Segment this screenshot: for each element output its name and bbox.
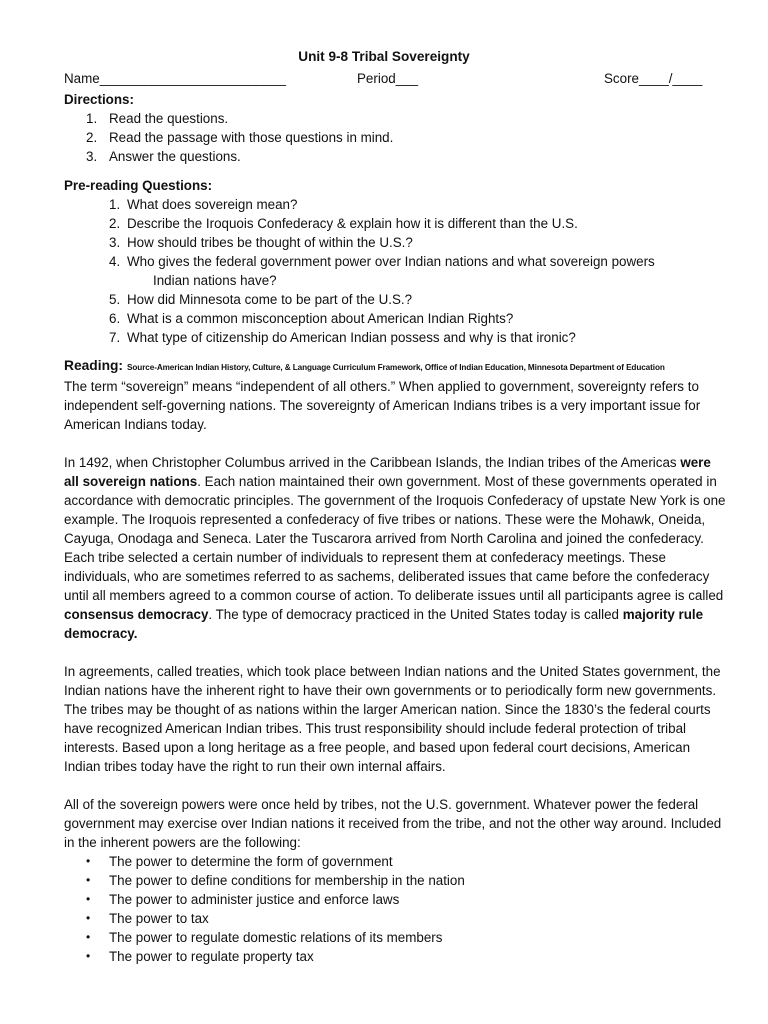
paragraph-gap (64, 434, 729, 453)
prereading-label: Pre-reading Questions: (64, 178, 213, 193)
item-text: What does sovereign mean? (127, 197, 298, 212)
item-text-continued: Indian nations have? (153, 273, 277, 288)
paragraph-1: The term “sovereign” means “independent of all others.” When applied to government, sovereignty refers to independent self-governing nations. The sovereignty of American Indians tribes is a very important issue for American Indians today. (64, 379, 701, 432)
list-item (64, 852, 729, 871)
item-text: Read the passage with those questions in mind. (109, 130, 394, 145)
list-item (64, 947, 729, 966)
list-item (64, 214, 729, 233)
list-item (64, 890, 729, 909)
paragraph-4: All of the sovereign powers were once held by tribes, not the U.S. government. Whatever power the federal government may exercise over Indian nations it received from the tribe, and not the other way around. Included in the inherent powers are the following: (64, 797, 722, 850)
paragraph-2 (64, 453, 729, 643)
item-text: The power to tax (109, 911, 209, 926)
list-item (64, 252, 729, 290)
item-text: The power to regulate property tax (109, 949, 314, 964)
item-number: 4. (109, 254, 121, 269)
item-text: The power to determine the form of government (109, 854, 393, 869)
bullet-icon: • (86, 911, 91, 925)
reading-source: Source-American Indian History, Culture, & Language Curriculum Framework, Office of Indian Education, Minnesota Department of Education (127, 363, 665, 372)
list-item (64, 928, 729, 947)
item-number: 1. (86, 111, 98, 126)
student-info-row (64, 69, 714, 88)
paragraph-gap (64, 776, 729, 795)
paragraph-gap (64, 643, 729, 662)
item-number: 3. (86, 149, 98, 164)
list-item (64, 109, 729, 128)
item-text: Read the questions. (109, 111, 229, 126)
name-field: Name_________________________ (64, 71, 286, 86)
item-number: 2. (86, 130, 98, 145)
prereading-list (64, 195, 729, 347)
directions-label: Directions: (64, 92, 134, 107)
item-number: 5. (109, 292, 121, 307)
text-run: In 1492, when Christopher Columbus arrived in the Caribbean Islands, the Indian tribes of the Americas (64, 455, 681, 470)
list-item (64, 233, 729, 252)
powers-list (64, 852, 729, 966)
item-text: What is a common misconception about American Indian Rights? (127, 311, 514, 326)
item-number: 1. (109, 197, 121, 212)
item-text: What type of citizenship do American Indian possess and why is that ironic? (127, 330, 576, 345)
list-item (64, 147, 729, 166)
bullet-icon: • (86, 892, 91, 906)
bullet-icon: • (86, 930, 91, 944)
item-text: Describe the Iroquois Confederacy & explain how it is different than the U.S. (127, 216, 578, 231)
item-text: Answer the questions. (109, 149, 241, 164)
score-field: Score____/____ (604, 71, 703, 86)
bullet-icon: • (86, 854, 91, 868)
item-number: 6. (109, 311, 121, 326)
text-run: . The type of democracy practiced in the United States today is called (208, 607, 623, 622)
item-text: How did Minnesota come to be part of the U.S.? (127, 292, 413, 307)
text-run: . Each nation maintained their own government. Most of these governments operated in accordance with democratic principles. The government of the Iroquois Confederacy of upstate New York is one example. The Iroquois represented a confederacy of five tribes or nations. These were the Mohawk, Oneida, Cayuga, Onodaga and Seneca. Later the Tuscarora arrived from North Carolina and joined the confederacy. Each tribe selected a certain number of individuals to represent them at confederacy meetings. These individuals, who are sometimes referred to as sachems, deliberated issues that came before the confederacy until all members agreed to a common course of action. To deliberate issues until all participants agree is called (64, 474, 726, 603)
list-item (64, 195, 729, 214)
item-number: 3. (109, 235, 121, 250)
item-number: 7. (109, 330, 121, 345)
bold-text: majority rule democracy. (64, 607, 704, 641)
list-item (64, 309, 729, 328)
item-text: The power to administer justice and enforce laws (109, 892, 400, 907)
list-item (64, 871, 729, 890)
list-item (64, 128, 729, 147)
list-item (64, 328, 729, 347)
item-number: 2. (109, 216, 121, 231)
directions-list (64, 109, 729, 166)
bullet-icon: • (86, 873, 91, 887)
item-text: The power to regulate domestic relations of its members (109, 930, 443, 945)
reading-section (64, 356, 729, 966)
list-item (64, 909, 729, 928)
item-text: The power to define conditions for membership in the nation (109, 873, 465, 888)
period-field: Period___ (357, 71, 419, 86)
reading-heading (64, 356, 729, 377)
page-title: Unit 9-8 Tribal Sovereignty (298, 49, 470, 64)
list-item (64, 290, 729, 309)
reading-label: Reading: (64, 358, 124, 373)
item-text: Who gives the federal government power over Indian nations and what sovereign powers (127, 254, 655, 269)
paragraph-3: In agreements, called treaties, which took place between Indian nations and the United States government, the Indian nations have the inherent right to have their own governments or to periodically form new governments. The tribes may be thought of as nations within the larger American nation. Since the 1830’s the federal courts have recognized American Indian tribes. This trust responsibility should include federal protection of tribal interests. Based upon a long heritage as a free people, and based upon federal court decisions, American Indian tribes today have the right to run their own internal affairs. (64, 664, 721, 774)
bullet-icon: • (86, 949, 91, 963)
prereading-section (64, 176, 729, 347)
bold-text: were all sovereign nations (64, 455, 711, 489)
item-text: How should tribes be thought of within the U.S.? (127, 235, 413, 250)
bold-text: consensus democracy (64, 607, 209, 622)
directions-section (64, 90, 729, 166)
